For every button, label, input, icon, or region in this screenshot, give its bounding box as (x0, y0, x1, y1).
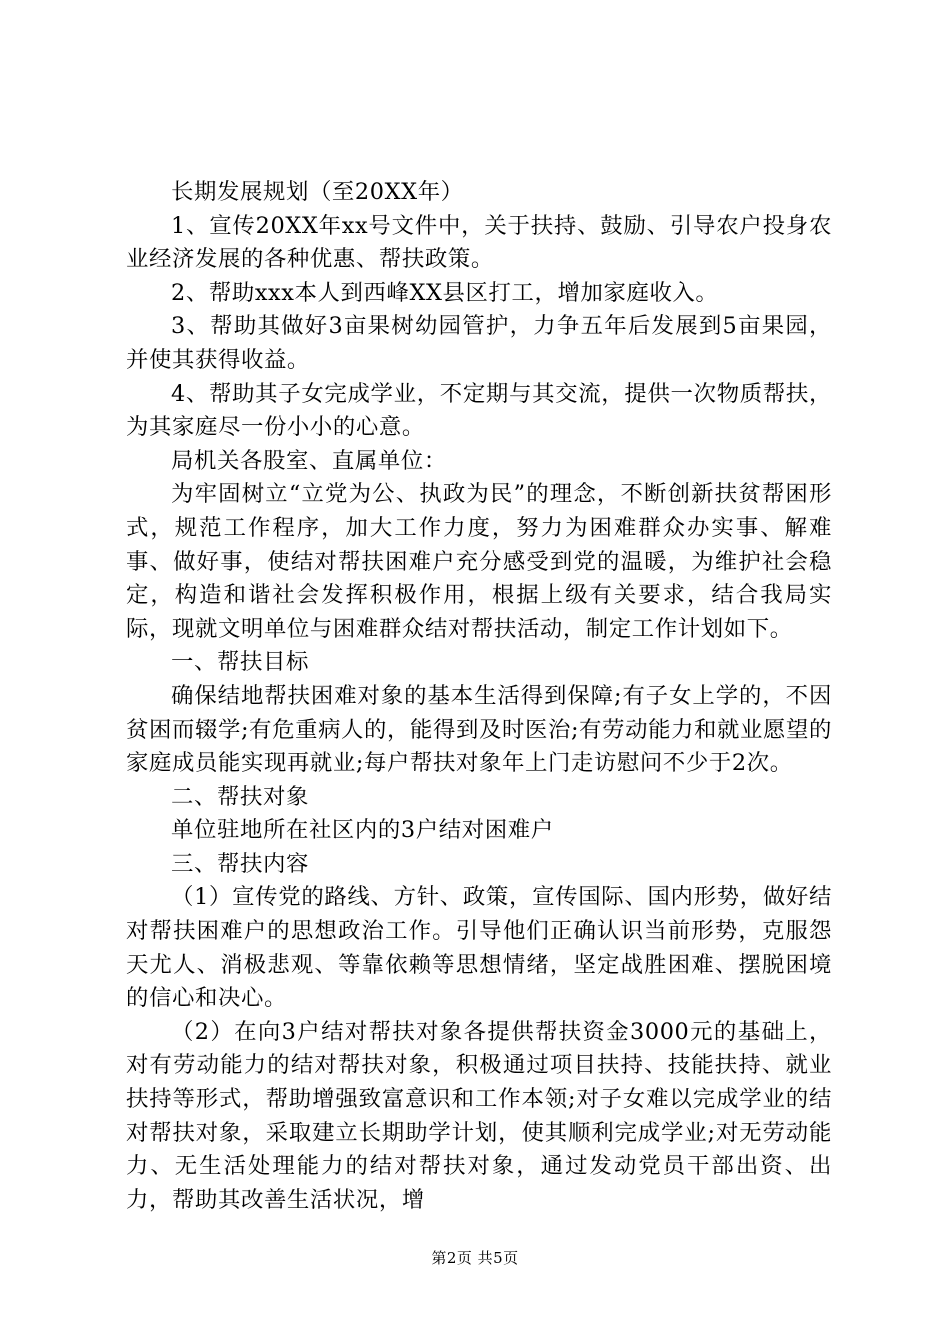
page-number: 第2页 共5页 (431, 1249, 519, 1267)
intro-paragraph: 为牢固树立“立党为公、执政为民”的理念，不断创新扶贫帮困形式，规范工作程序，加大工作力度，努力为困难群众办实事、解难事、做好事，使结对帮扶困难户充分感受到党的温暖，为维护社会稳定，构造和谐社会发挥积极作用，根据上级有关要求，结合我局实际，现就文明单位与困难群众结对帮扶活动，制定工作计划如下。 (126, 481, 832, 642)
content-item-1: （1）宣传党的路线、方针、政策，宣传国际、国内形势，做好结对帮扶困难户的思想政治工作。引导他们正确认识当前形势，克服怨天尤人、消极悲观、等靠依赖等思想情绪，坚定战胜困难、摆脱困境的信心和决心。 (126, 884, 832, 1012)
targets-paragraph: 单位驻地所在社区内的3户结对困难户 (171, 817, 554, 844)
section-heading-content: 三、帮扶内容 (171, 850, 309, 877)
section-heading-targets: 二、帮扶对象 (171, 783, 309, 810)
plan-heading: 长期发展规划（至20XX年） (171, 179, 464, 205)
goals-paragraph: 确保结地帮扶困难对象的基本生活得到保障;有子女上学的，不因贫困而辍学;有危重病人的，能得到及时医治;有劳动能力和就业愿望的家庭成员能实现再就业;每户帮扶对象年上门走访慰问不少于2次。 (126, 682, 833, 777)
plan-item-2: 2、帮助xxx本人到西峰XX县区打工，增加家庭收入。 (171, 279, 719, 306)
section-heading-goals: 一、帮扶目标 (171, 649, 309, 676)
addressee-line: 局机关各股室、直属单位： (171, 447, 447, 474)
content-item-2: （2）在向3户结对帮扶对象各提供帮扶资金3000元的基础上，对有劳动能力的结对帮扶对象，积极通过项目扶持、技能扶持、就业扶持等形式，帮助增强致富意识和工作本领;对子女难以完成学业的结对帮扶对象，采取建立长期助学计划，使其顺利完成学业;对无劳动能力、无生活处理能力的结对帮扶对象，通过发动党员干部出资、出力，帮助其改善生活状况，增 (126, 1018, 832, 1213)
page-footer (0, 1248, 950, 1268)
plan-item-3: 3、帮助其做好3亩果树幼园管护，力争五年后发展到5亩果园，并使其获得收益。 (126, 313, 832, 373)
plan-item-1: 1、宣传20XX年xx号文件中，关于扶持、鼓励、引导农户投身农业经济发展的各种优惠、帮扶政策。 (126, 212, 832, 273)
plan-item-4: 4、帮助其子女完成学业，不定期与其交流，提供一次物质帮扶，为其家庭尽一份小小的心意。 (126, 380, 832, 441)
document-body (126, 176, 832, 1217)
